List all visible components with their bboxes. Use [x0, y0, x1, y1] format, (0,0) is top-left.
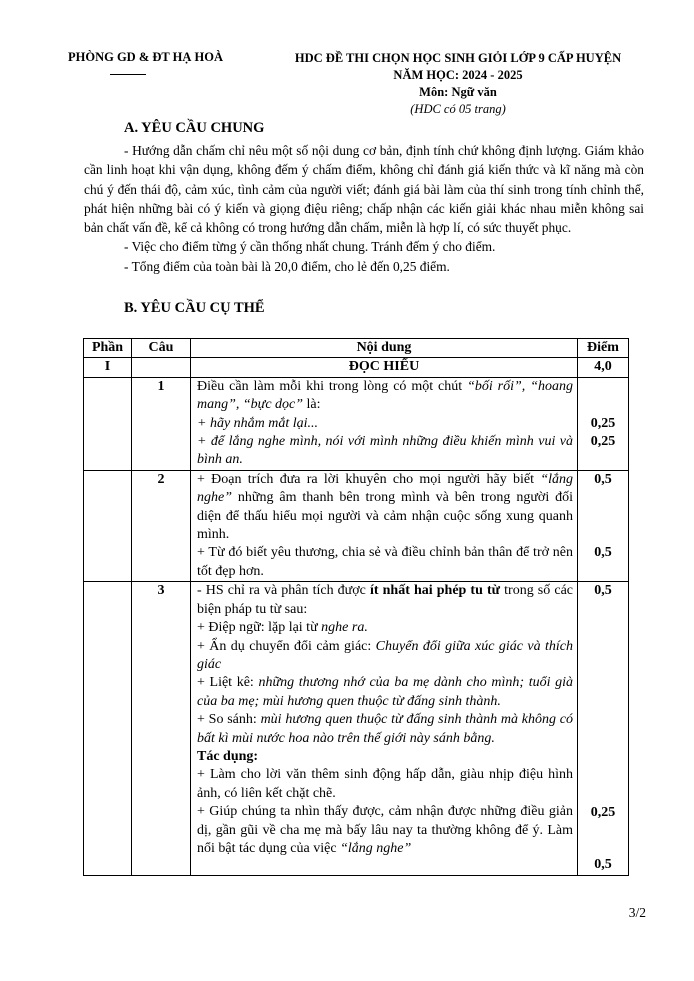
header-content: Nội dung — [191, 339, 578, 358]
grading-table — [83, 338, 629, 876]
effect-title: Tác dụng: — [197, 748, 259, 764]
part-title: ĐỌC HIỂU — [191, 358, 578, 377]
part-number: I — [84, 358, 132, 377]
question-number: 1 — [132, 377, 191, 470]
section-b-title: B. YÊU CẦU CỤ THỂ — [124, 300, 265, 316]
page-number: 3/2 — [628, 905, 646, 920]
answer-score: 0,5 0,25 0,5 — [578, 582, 629, 875]
general-paragraph: - Hướng dẫn chấm chỉ nêu một số nội dung cơ bản, định tính chứ không định lượng. Giám khảo cần linh hoạt khi vận dụng, không đếm ý chấm điểm, không chỉ đánh giá kiến thức và kĩ năng mà còn chú ý đến thái độ, cảm xúc, tình cảm của người viết; đánh giá bài làm của thí sinh trong tính chỉnh thể, phát hiện những bài có ý kiến và giọng điệu riêng; chấp nhận các kiến giải khác nhau miễn không sai bản chất vấn đề, kể cả không có trong hướng dẫn chấm, miễn là hợp lí, có sức thuyết phục. — [84, 143, 644, 236]
header-part: Phần — [84, 339, 132, 358]
table-header-row — [84, 339, 629, 358]
header-score: Điểm — [578, 339, 629, 358]
header-question: Câu — [132, 339, 191, 358]
answer-content: Điều cần làm mỗi khi trong lòng có một chút “bối rối”, “hoang mang”, “bực dọc” là: + hãy nhắm mắt lại... + để lắng nghe mình, nói với mình những điều khiến mình vui và bình an. — [191, 377, 578, 470]
table-row — [84, 470, 629, 581]
answer-score: 0,25 0,25 — [578, 377, 629, 470]
part-score: 4,0 — [578, 358, 629, 377]
general-paragraph: - Tổng điểm của toàn bài là 20,0 điểm, cho lẻ đến 0,25 điểm. — [124, 258, 450, 274]
school-year: NĂM HỌC: 2024 - 2025 — [393, 68, 523, 82]
answer-content: + Đoạn trích đưa ra lời khuyên cho mọi người hãy biết “lắng nghe” những âm thanh bên trong mình và bên trong người đối diện để thấu hiểu mọi người và cảm nhận cuộc sống xung quanh mình. + Từ đó biết yêu thương, chia sẻ và điều chỉnh bản thân để trở nên tốt đẹp hơn. — [191, 470, 578, 581]
part-row — [84, 358, 629, 377]
answer-content: - HS chỉ ra và phân tích được ít nhất hai phép tu từ trong số các biện pháp tu từ sau: + Điệp ngữ: lặp lại từ nghe ra. + Ẩn dụ chuyển đổi cảm giác: Chuyển đổi giữa xúc giác và thích giác + Liệt kê: những thương nhớ của ba mẹ dành cho mình; tuổi già của ba mẹ; mùi hương quen thuộc từ đấng sinh thành. + So sánh: mùi hương quen thuộc từ đấng sinh thành mà không có bất kì mùi nước hoa nào trên thế giới này sánh bằng. Tác dụng: + Làm cho lời văn thêm sinh động hấp dẫn, giàu nhịp điệu hình ảnh, có liên kết chặt chẽ. + Giúp chúng ta nhìn thấy được, cảm nhận được những điều giản dị, gần gũi về cha mẹ mà bấy lâu nay ta thường không để ý. Làm nổi bật tác dụng của việc “lắng nghe” — [191, 582, 578, 875]
table-row — [84, 377, 629, 470]
table-row — [84, 582, 629, 875]
general-paragraph: - Việc cho điểm từng ý cần thống nhất chung. Tránh đếm ý cho điểm. — [124, 239, 496, 255]
header-divider — [110, 74, 146, 75]
section-a-body — [84, 141, 644, 276]
section-a-title: A. YÊU CẦU CHUNG — [124, 120, 265, 136]
document-title: HDC ĐỀ THI CHỌN HỌC SINH GIỎI LỚP 9 CẤP HUYỆN — [294, 51, 622, 65]
answer-score: 0,5 0,5 — [578, 470, 629, 581]
pages-note: (HDC có 05 trang) — [410, 102, 506, 116]
department-name: PHÒNG GD & ĐT HẠ HOÀ — [68, 50, 223, 64]
question-number: 2 — [132, 470, 191, 581]
document-header — [258, 50, 658, 118]
question-number: 3 — [132, 582, 191, 875]
subject: Môn: Ngữ văn — [419, 85, 497, 99]
